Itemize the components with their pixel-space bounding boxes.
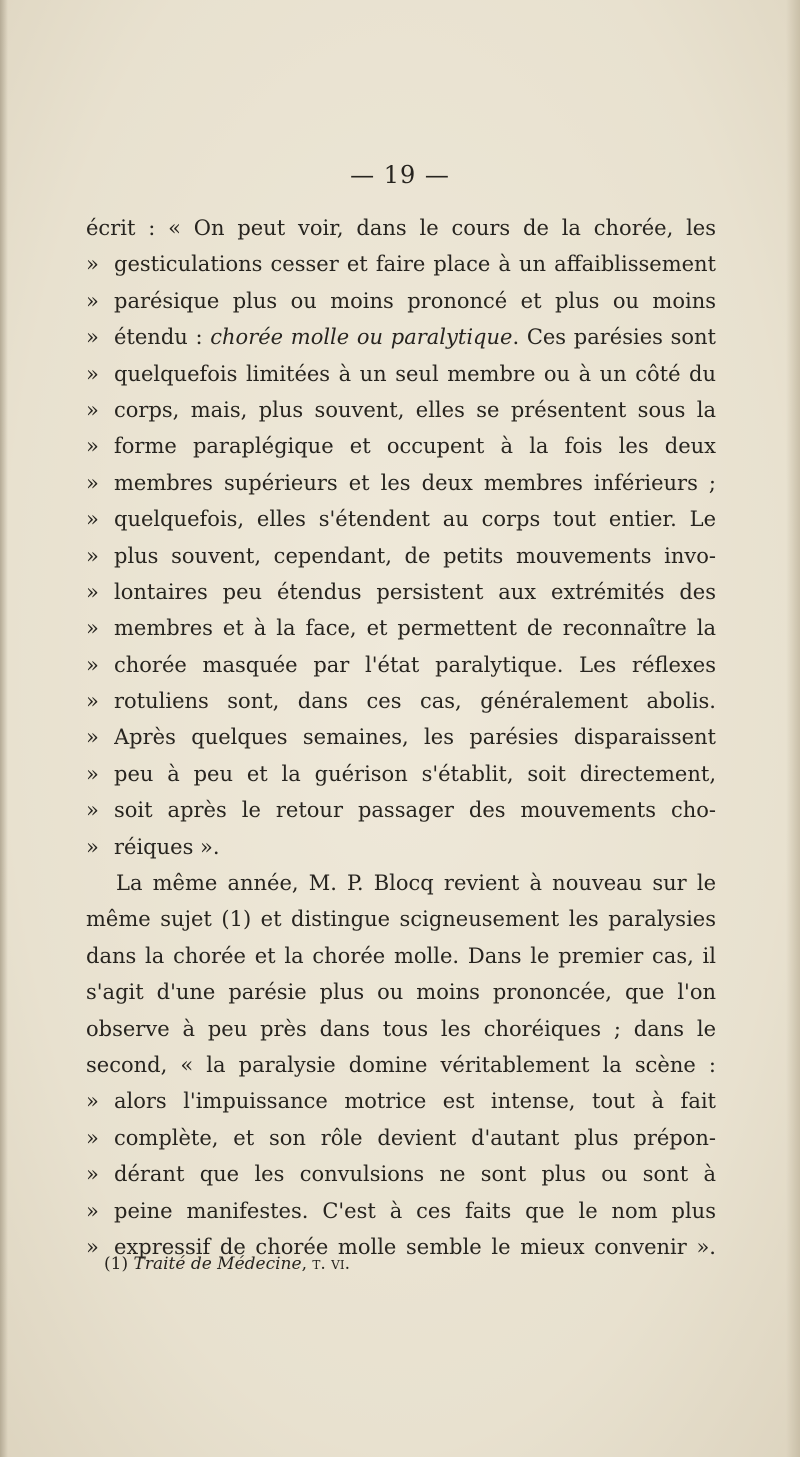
- footnote-title: Traité de Médecine: [133, 1254, 302, 1274]
- quote-mark: »: [86, 579, 99, 604]
- footnote-marker: (1): [104, 1254, 129, 1274]
- text-line: [86, 538, 716, 574]
- line-text: expressif de chorée molle semble le mieux convenir ».: [114, 1234, 716, 1259]
- page-left-shadow: [0, 0, 8, 1457]
- text-line: [86, 610, 716, 646]
- quote-mark: »: [86, 1125, 99, 1150]
- page-number: — 19 —: [350, 161, 450, 189]
- text-line: [86, 792, 716, 828]
- text-line: [86, 647, 716, 683]
- line-text: La même année, M. P. Blocq revient à nouveau sur le: [116, 871, 716, 896]
- page-right-shadow: [786, 0, 800, 1457]
- text-line: [86, 756, 716, 792]
- quote-mark: »: [86, 1198, 99, 1223]
- line-text: Après quelques semaines, les parésies disparaissent: [114, 725, 716, 750]
- quote-mark: »: [86, 1234, 99, 1259]
- text-line: [86, 683, 716, 719]
- text-line: [86, 901, 716, 937]
- quote-mark: »: [86, 725, 99, 750]
- text-line: [86, 574, 716, 610]
- text-line: [86, 428, 716, 464]
- italic-term: chorée molle ou paralytique: [210, 325, 513, 350]
- line-text: membres et à la face, et permettent de reconnaître la: [114, 616, 716, 641]
- quote-mark: »: [86, 470, 99, 495]
- text-line: [86, 319, 716, 355]
- text-line: [86, 829, 716, 865]
- line-text: quelquefois limitées à un seul membre ou à un côté du: [114, 361, 716, 386]
- line-text: chorée masquée par l'état paralytique. Les réflexes: [114, 652, 716, 677]
- line-text: dérant que les convulsions ne sont plus ou sont à: [114, 1162, 716, 1187]
- line-text: [114, 319, 716, 355]
- text-line: [86, 356, 716, 392]
- text-line: [86, 283, 716, 319]
- text-line: [86, 1156, 716, 1192]
- text-line: [86, 1083, 716, 1119]
- quote-mark: »: [86, 1089, 99, 1114]
- quote-mark: »: [86, 1162, 99, 1187]
- text-line: [86, 392, 716, 428]
- line-text: observe à peu près dans tous les choréiques ; dans le: [86, 1016, 716, 1041]
- line-text: gesticulations cesser et faire place à un affaiblissement: [114, 252, 716, 277]
- quote-mark: »: [86, 252, 99, 277]
- quote-mark: »: [86, 834, 99, 859]
- text-line: [86, 719, 716, 755]
- line-text: peu à peu et la guérison s'établit, soit directement,: [114, 761, 716, 786]
- line-text: membres supérieurs et les deux membres inférieurs ;: [114, 470, 716, 495]
- line-text-start: étendu :: [114, 325, 211, 350]
- line-text: forme paraplégique et occupent à la fois les deux: [114, 434, 716, 459]
- line-text: rotuliens sont, dans ces cas, généralement abolis.: [114, 689, 716, 714]
- line-text: parésique plus ou moins prononcé et plus ou moins: [114, 288, 716, 313]
- line-text: écrit : « On peut voir, dans le cours de la chorée, les: [86, 216, 716, 240]
- quote-mark: »: [86, 616, 99, 641]
- line-text: quelquefois, elles s'étendent au corps tout entier. Le: [114, 507, 716, 532]
- quote-mark: »: [86, 507, 99, 532]
- footnote: [104, 1253, 350, 1275]
- text-line: [86, 1047, 716, 1083]
- line-text: corps, mais, plus souvent, elles se présentent sous la: [114, 397, 716, 422]
- quote-mark: »: [86, 761, 99, 786]
- line-text: s'agit d'une parésie plus ou moins prononcée, que l'on: [86, 980, 716, 1005]
- quote-mark: »: [86, 652, 99, 677]
- text-line: [86, 974, 716, 1010]
- line-text: soit après le retour passager des mouvements cho-: [114, 798, 716, 823]
- quote-mark: »: [86, 361, 99, 386]
- footnote-volume: , t. vi.: [301, 1254, 350, 1274]
- text-line: [86, 210, 716, 246]
- quote-mark: »: [86, 397, 99, 422]
- line-text: peine manifestes. C'est à ces faits que le nom plus: [114, 1198, 716, 1223]
- line-text: plus souvent, cependant, de petits mouvements invo-: [114, 543, 716, 568]
- quote-mark: »: [86, 689, 99, 714]
- line-text: même sujet (1) et distingue scigneusement les paralysies: [86, 907, 716, 932]
- quote-mark: »: [86, 325, 99, 350]
- line-text: dans la chorée et la chorée molle. Dans le premier cas, il: [86, 943, 716, 968]
- text-line: [86, 1193, 716, 1229]
- text-line: [86, 501, 716, 537]
- text-line: [86, 865, 716, 901]
- line-text-end: . Ces parésies sont: [512, 325, 716, 350]
- text-line: [86, 1120, 716, 1156]
- text-line: [86, 246, 716, 282]
- line-text: réiques ».: [114, 834, 220, 859]
- quote-mark: »: [86, 543, 99, 568]
- line-text: complète, et son rôle devient d'autant plus prépon-: [114, 1125, 716, 1150]
- text-line: [86, 465, 716, 501]
- quote-mark: »: [86, 798, 99, 823]
- line-text: lontaires peu étendus persistent aux extrémités des: [114, 579, 716, 604]
- quote-mark: »: [86, 434, 99, 459]
- line-text: second, « la paralysie domine véritablement la scène :: [86, 1052, 716, 1077]
- text-line: [86, 938, 716, 974]
- line-text: alors l'impuissance motrice est intense, tout à fait: [114, 1089, 716, 1114]
- body-text: [86, 210, 716, 1265]
- text-line: [86, 1011, 716, 1047]
- quote-mark: »: [86, 288, 99, 313]
